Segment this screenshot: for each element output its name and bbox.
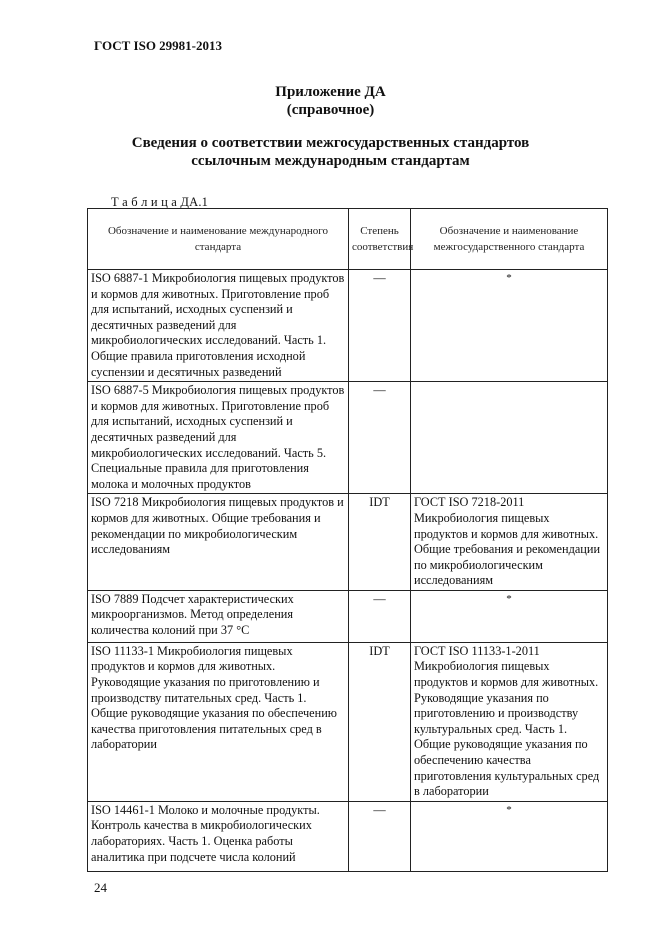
cell-intl: ISO 6887-1 Микробиология пищевых продуктов и кормов для животных. Приготовление проб для испытаний, исходных суспензий и десятичных разведений для микробиологических исследований. Часть 1. Общие правила приготовления исходной суспензии и десятичных разведений (88, 270, 349, 382)
cell-interstate (411, 382, 608, 494)
cell-interstate: * (411, 270, 608, 382)
cell-intl: ISO 7218 Микробиология пищевых продуктов и кормов для животных. Общие требования и рекомендации по микробиологическим исследованиям (88, 494, 349, 591)
table-row (88, 801, 608, 871)
table-row (88, 382, 608, 494)
cell-interstate: ГОСТ ISO 11133-1-2011 Микробиология пищевых продуктов и кормов для животных. Руководящие указания по приготовлению и производству культуральных сред. Часть 1. Общие руководящие указания по обеспечению качества приготовления культуральных сред в лаборатории (411, 642, 608, 801)
cell-intl: ISO 11133-1 Микробиология пищевых продуктов и кормов для животных. Руководящие указания по приготовлению и производству питательных сред. Часть 1. Общие руководящие указания по обеспечению качества приготовления питательных сред в лаборатории (88, 642, 349, 801)
cell-interstate: ГОСТ ISO 7218-2011 Микробиология пищевых продуктов и кормов для животных. Общие требования и рекомендации по микробиологическим исследованиям (411, 494, 608, 591)
cell-intl: ISO 7889 Подсчет характеристических микроорганизмов. Метод определения количества колоний при 37 °С (88, 590, 349, 642)
cell-degree: IDT (349, 494, 411, 591)
cell-degree: — (349, 382, 411, 494)
correspondence-table (87, 208, 608, 872)
header-international-standard: Обозначение и наименование международного стандарта (88, 209, 349, 270)
cell-degree: — (349, 590, 411, 642)
table-row (88, 642, 608, 801)
header-degree: Степень соответствия (349, 209, 411, 270)
table-row (88, 494, 608, 591)
cell-degree: — (349, 801, 411, 871)
table-caption: Т а б л и ц а ДА.1 (111, 195, 209, 209)
appendix-heading-line1: Сведения о соответствии межгосударственных стандартов (131, 135, 530, 151)
cell-intl: ISO 6887-5 Микробиология пищевых продуктов и кормов для животных. Приготовление проб для испытаний, исходных суспензий и десятичных разведений для микробиологических исследований. Часть 5. Специальные правила для приготовления молока и молочных продуктов (88, 382, 349, 494)
cell-interstate: * (411, 590, 608, 642)
appendix-title: Приложение ДА (275, 84, 386, 100)
appendix-heading-line2: ссылочным международным стандартам (191, 153, 470, 169)
table-row (88, 270, 608, 382)
table-row (88, 590, 608, 642)
cell-degree: IDT (349, 642, 411, 801)
appendix-subtitle: (справочное) (286, 102, 375, 118)
page-number: 24 (94, 880, 107, 895)
header-interstate-standard: Обозначение и наименование межгосударственного стандарта (411, 209, 608, 270)
table-header-row (88, 209, 608, 270)
document-code: ГОСТ ISO 29981-2013 (94, 38, 223, 53)
cell-degree: — (349, 270, 411, 382)
cell-interstate: * (411, 801, 608, 871)
cell-intl: ISO 14461-1 Молоко и молочные продукты. Контроль качества в микробиологических лабораториях. Часть 1. Оценка работы аналитика при подсчете числа колоний (88, 801, 349, 871)
